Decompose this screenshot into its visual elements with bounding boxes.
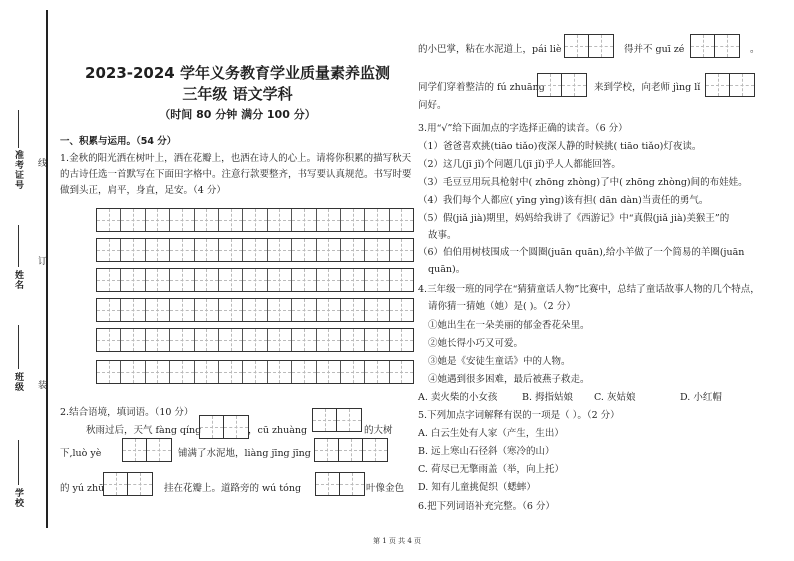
- q4-prompt: 请你猜一猜她（她）是( )。（2 分）: [428, 301, 576, 312]
- q5-option-b[interactable]: B. 远上寒山石径斜（寒冷的山）: [418, 446, 555, 457]
- q2-line1-a: 秋雨过后，天气 fàng qíng: [86, 425, 202, 436]
- answer-box-luo-ye[interactable]: [122, 438, 172, 462]
- q2-cont-line1-a: 的小巴掌，粘在水泥道上，pái liè: [418, 44, 562, 55]
- answer-box-liang-jing-jing[interactable]: [314, 438, 388, 462]
- binding-mark-line: 线: [36, 158, 46, 167]
- poem-writing-grid-row[interactable]: [96, 238, 414, 262]
- q3-item-cont: quān)。: [428, 264, 466, 275]
- answer-box-yu-zhu[interactable]: [103, 472, 153, 496]
- q5-option-a[interactable]: A. 白云生处有人家（产生，生出）: [418, 428, 564, 439]
- exam-number-label: 准考证号: [13, 150, 23, 190]
- q2-line3-a: 的 yú zhū: [60, 483, 105, 494]
- q1-text-line: 做到头正，肩平，身直，足安。（4 分）: [60, 185, 226, 196]
- q3-item-cont: 故事。: [428, 230, 457, 241]
- binding-rule: [46, 10, 48, 528]
- poem-writing-grid-row[interactable]: [96, 328, 414, 352]
- school-field[interactable]: [18, 440, 19, 485]
- q2-cont-line1-c: 。: [750, 44, 760, 55]
- answer-box-gui-ze[interactable]: [690, 34, 740, 58]
- q3-item: （4）我们每个人都应( yīng yìng)该有担( dān dàn)当责任的勇气。: [418, 195, 709, 206]
- q2-cont-line1-b: 得并不 guī zé: [624, 44, 685, 55]
- q3-item: （5）假(jiǎ jià)期里，妈妈给我讲了《西游记》中“真假(jiǎ jià)美猴王”的: [418, 213, 730, 224]
- q4-clue: ③她是《安徒生童话》中的人物。: [428, 356, 571, 367]
- name-label: 姓名: [13, 270, 23, 290]
- q6-heading: 6.把下列词语补充完整。（6 分）: [418, 501, 555, 512]
- answer-box-fu-zhuang[interactable]: [537, 73, 587, 97]
- q4-clue: ②她长得小巧又可爱。: [428, 338, 524, 349]
- q3-item: （6）伯伯用树枝围成一个圆圈(juān quān),给小羊做了一个简易的羊圈(juān: [418, 247, 745, 258]
- exam-time-score: （时间 80 分钟 满分 100 分）: [159, 108, 316, 121]
- q2-line3-c: 叶像金色: [366, 483, 405, 494]
- class-field[interactable]: [18, 325, 19, 369]
- q1-text-line: 的古诗任选一首默写在下面田字格中。注意行款要整齐，书写要认真规范。书写时要: [60, 169, 412, 180]
- poem-writing-grid-row[interactable]: [96, 208, 414, 232]
- q2-line1-b: ，cū zhuàng: [248, 425, 308, 436]
- answer-box-wu-tong[interactable]: [315, 472, 365, 496]
- q3-item: （3）毛豆豆用玩具枪射中( zhōng zhòng)了中( zhōng zhòng)间的布娃娃。: [418, 177, 748, 188]
- class-label: 班级: [13, 372, 23, 392]
- q4-heading: 4.三年级一班的同学在“猜猜童话人物”比赛中，总结了童话故事人物的几个特点，: [418, 284, 760, 295]
- binding-mark-ding: 订: [36, 256, 46, 265]
- q5-heading: 5.下列加点字词解释有误的一项是（ ）。（2 分）: [418, 410, 620, 421]
- exam-number-field[interactable]: [18, 110, 19, 148]
- poem-writing-grid-row[interactable]: [96, 298, 414, 322]
- poem-writing-grid-row[interactable]: [96, 268, 414, 292]
- q4-clue: ①她出生在一朵美丽的郁金香花朵里。: [428, 320, 590, 331]
- section-heading: 一、积累与运用。（54 分）: [60, 136, 177, 147]
- binding-mark-zhuang: 装: [36, 380, 46, 389]
- answer-box-fang-qing[interactable]: [199, 415, 249, 439]
- page-footer: 第 1 页 共 4 页: [372, 537, 422, 545]
- q5-option-c[interactable]: C. 荷尽已无擎雨盖（举，向上托）: [418, 464, 564, 475]
- name-field[interactable]: [18, 225, 19, 267]
- exam-subject: 三年级 语文学科: [182, 85, 293, 103]
- q4-option-c[interactable]: C. 灰姑娘: [594, 392, 636, 403]
- q3-item: （1）爸爸喜欢挑(tiāo tiǎo)夜深人静的时候挑( tiāo tiǎo)灯夜读。: [418, 141, 702, 152]
- school-label: 学校: [13, 488, 23, 508]
- q4-option-d[interactable]: D. 小红帽: [680, 392, 722, 403]
- q3-item: （2）这几(jī jǐ)个问题几(jī jǐ)乎人人都能回答。: [418, 159, 621, 170]
- poem-writing-grid-row[interactable]: [96, 360, 414, 384]
- q4-option-a[interactable]: A. 卖火柴的小女孩: [418, 392, 498, 403]
- q1-text-line: 1.金秋的阳光洒在树叶上，洒在花瓣上，也洒在诗人的心上。请将你积累的描写秋天: [60, 153, 412, 164]
- answer-box-pai-lie[interactable]: [564, 34, 614, 58]
- q2-heading: 2.结合语境，填词语。（10 分）: [60, 407, 194, 418]
- q2-cont-line2-b: 来到学校，向老师 jìng lǐ: [594, 82, 701, 93]
- q2-line1-c: 的大树: [364, 425, 393, 436]
- q2-line3-b: 挂在花瓣上。道路旁的 wú tóng: [164, 483, 302, 494]
- q2-cont-line3: 问好。: [418, 100, 447, 111]
- q4-clue: ④她遇到很多困难，最后被燕子救走。: [428, 374, 590, 385]
- q3-heading: 3.用“√”给下面加点的字选择正确的读音。（6 分）: [418, 123, 628, 134]
- q4-option-b[interactable]: B. 拇指姑娘: [522, 392, 574, 403]
- q5-option-d[interactable]: D. 知有儿童挑促织（蟋蟀）: [418, 482, 536, 493]
- exam-title: 2023-2024 学年义务教育学业质量素养监测: [85, 64, 390, 82]
- q2-cont-line2-a: 同学们穿着整洁的 fú zhuāng: [418, 82, 545, 93]
- answer-box-jing-li[interactable]: [705, 73, 755, 97]
- q2-line2-b: 铺满了水泥地，liàng jīng jīng: [178, 448, 311, 459]
- answer-box-cu-zhuang[interactable]: [312, 408, 362, 432]
- q2-line2-a: 下,luò yè: [60, 448, 102, 459]
